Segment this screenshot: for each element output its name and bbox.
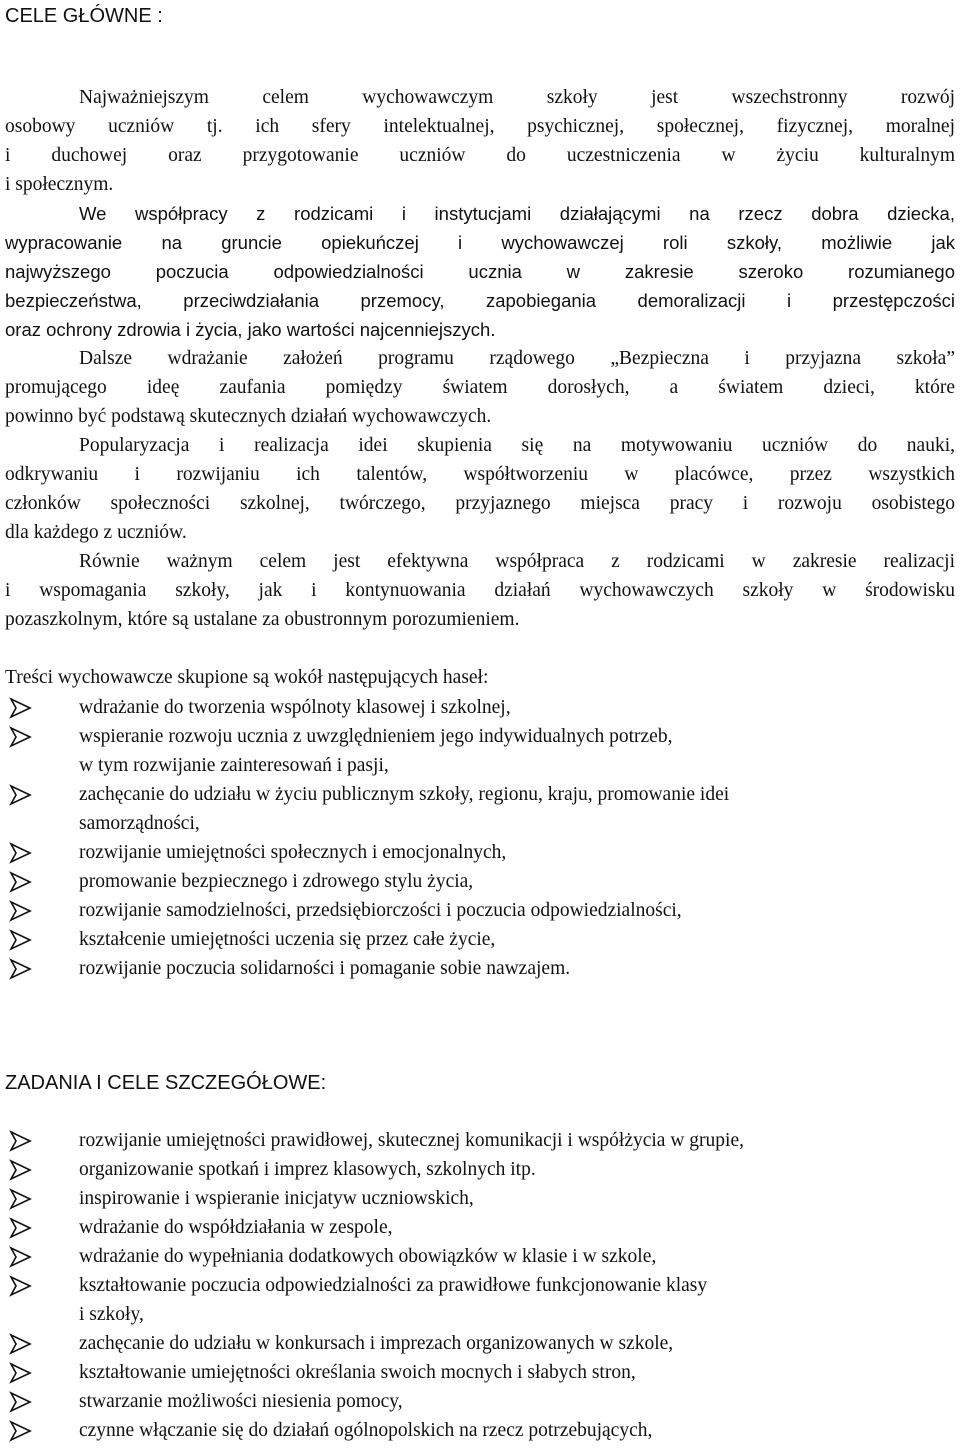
tasks-list-item: wdrażanie do wypełniania dodatkowych obowiązków w klasie i w szkole, bbox=[79, 1246, 657, 1267]
tasks-list-item: kształtowanie poczucia odpowiedzialności za prawidłowe funkcjonowanie klasy bbox=[79, 1275, 708, 1296]
arrow-bullet-icon bbox=[9, 1188, 37, 1212]
content-list-item: zachęcanie do udziału w życiu publicznym szkoły, regionu, kraju, promowanie idei bbox=[79, 784, 730, 805]
arrow-bullet-icon bbox=[9, 1391, 37, 1415]
para2-line: We współpracy z rodzicami i instytucjami działającymi na rzecz dobra dziecka, bbox=[79, 203, 955, 224]
para5-line: i wspomagania szkoły, jak i kontynuowania działań wychowawczych szkoły w środowisku bbox=[5, 580, 955, 601]
para4-line: dla każdego z uczniów. bbox=[5, 522, 187, 543]
para4-line: odkrywaniu i rozwijaniu ich talentów, współtworzeniu w placówce, przez wszystkich bbox=[5, 464, 955, 485]
para5-line: Równie ważnym celem jest efektywna współpraca z rodzicami w zakresie realizacji bbox=[79, 551, 955, 572]
content-list-item: wdrażanie do tworzenia wspólnoty klasowej i szkolnej, bbox=[79, 697, 511, 718]
para4-line: członków społeczności szkolnej, twórczego, przyjaznego miejsca pracy i rozwoju osobistego bbox=[5, 493, 955, 514]
para1-line: osobowy uczniów tj. ich sfery intelektualnej, psychicznej, społecznej, fizycznej, moralnej bbox=[5, 116, 955, 137]
content-list-item: rozwijanie umiejętności społecznych i emocjonalnych, bbox=[79, 842, 507, 863]
tasks-list-item: kształtowanie umiejętności określania swoich mocnych i słabych stron, bbox=[79, 1362, 636, 1383]
para2-line: wypracowanie na gruncie opiekuńczej i wychowawczej roli szkoły, możliwie jak bbox=[5, 232, 955, 253]
content-list-item: rozwijanie poczucia solidarności i pomaganie sobie nawzajem. bbox=[79, 958, 571, 979]
heading-zadania-i-cele: ZADANIA I CELE SZCZEGÓŁOWE: bbox=[5, 1072, 327, 1094]
arrow-bullet-icon bbox=[9, 929, 37, 953]
arrow-bullet-icon bbox=[9, 1217, 37, 1241]
content-list-item-continuation: samorządności, bbox=[79, 813, 200, 834]
content-intro: Treści wychowawcze skupione są wokół następujących haseł: bbox=[5, 667, 489, 688]
content-list-item: kształcenie umiejętności uczenia się przez całe życie, bbox=[79, 929, 496, 950]
tasks-list-item: czynne włączanie się do działań ogólnopolskich na rzecz potrzebujących, bbox=[79, 1420, 653, 1441]
arrow-bullet-icon bbox=[9, 1130, 37, 1154]
arrow-bullet-icon bbox=[9, 1362, 37, 1386]
para2-line: oraz ochrony zdrowia i życia, jako wartości najcenniejszych. bbox=[5, 319, 496, 340]
content-list-item-continuation: w tym rozwijanie zainteresowań i pasji, bbox=[79, 755, 389, 776]
para1-line: i duchowej oraz przygotowanie uczniów do uczestniczenia w życiu kulturalnym bbox=[5, 145, 955, 166]
arrow-bullet-icon bbox=[9, 697, 37, 721]
arrow-bullet-icon bbox=[9, 1159, 37, 1183]
arrow-bullet-icon bbox=[9, 1420, 37, 1444]
heading-cele-glowne: CELE GŁÓWNE : bbox=[5, 5, 163, 27]
para3-line: powinno być podstawą skutecznych działań wychowawczych. bbox=[5, 406, 492, 427]
tasks-list-item: wdrażanie do współdziałania w zespole, bbox=[79, 1217, 393, 1238]
arrow-bullet-icon bbox=[9, 958, 37, 982]
arrow-bullet-icon bbox=[9, 784, 37, 808]
arrow-bullet-icon bbox=[9, 1275, 37, 1299]
arrow-bullet-icon bbox=[9, 900, 37, 924]
para1-line: Najważniejszym celem wychowawczym szkoły jest wszechstronny rozwój bbox=[79, 87, 955, 108]
tasks-list-item-continuation: i szkoły, bbox=[79, 1304, 144, 1325]
tasks-list-item: inspirowanie i wspieranie inicjatyw uczniowskich, bbox=[79, 1188, 474, 1209]
content-list-item: wspieranie rozwoju ucznia z uwzględnieniem jego indywidualnych potrzeb, bbox=[79, 726, 673, 747]
arrow-bullet-icon bbox=[9, 726, 37, 750]
tasks-list-item: organizowanie spotkań i imprez klasowych, szkolnych itp. bbox=[79, 1159, 536, 1180]
para1-line: i społecznym. bbox=[5, 174, 114, 195]
arrow-bullet-icon bbox=[9, 842, 37, 866]
para2-line: bezpieczeństwa, przeciwdziałania przemocy, zapobiegania demoralizacji i przestępczości bbox=[5, 290, 955, 311]
para3-line: Dalsze wdrażanie założeń programu rządowego „Bezpieczna i przyjazna szkoła” bbox=[79, 348, 955, 369]
tasks-list-item: rozwijanie umiejętności prawidłowej, skutecznej komunikacji i współżycia w grupie, bbox=[79, 1130, 744, 1151]
para2-line: najwyższego poczucia odpowiedzialności ucznia w zakresie szeroko rozumianego bbox=[5, 261, 955, 282]
arrow-bullet-icon bbox=[9, 1333, 37, 1357]
tasks-list-item: stwarzanie możliwości niesienia pomocy, bbox=[79, 1391, 403, 1412]
para4-line: Popularyzacja i realizacja idei skupienia się na motywowaniu uczniów do nauki, bbox=[79, 435, 955, 456]
arrow-bullet-icon bbox=[9, 871, 37, 895]
para5-line: pozaszkolnym, które są ustalane za obustronnym porozumieniem. bbox=[5, 609, 520, 630]
content-list-item: rozwijanie samodzielności, przedsiębiorczości i poczucia odpowiedzialności, bbox=[79, 900, 682, 921]
arrow-bullet-icon bbox=[9, 1246, 37, 1270]
para3-line: promującego ideę zaufania pomiędzy światem dorosłych, a światem dzieci, które bbox=[5, 377, 955, 398]
content-list-item: promowanie bezpiecznego i zdrowego stylu życia, bbox=[79, 871, 474, 892]
tasks-list-item: zachęcanie do udziału w konkursach i imprezach organizowanych w szkole, bbox=[79, 1333, 674, 1354]
